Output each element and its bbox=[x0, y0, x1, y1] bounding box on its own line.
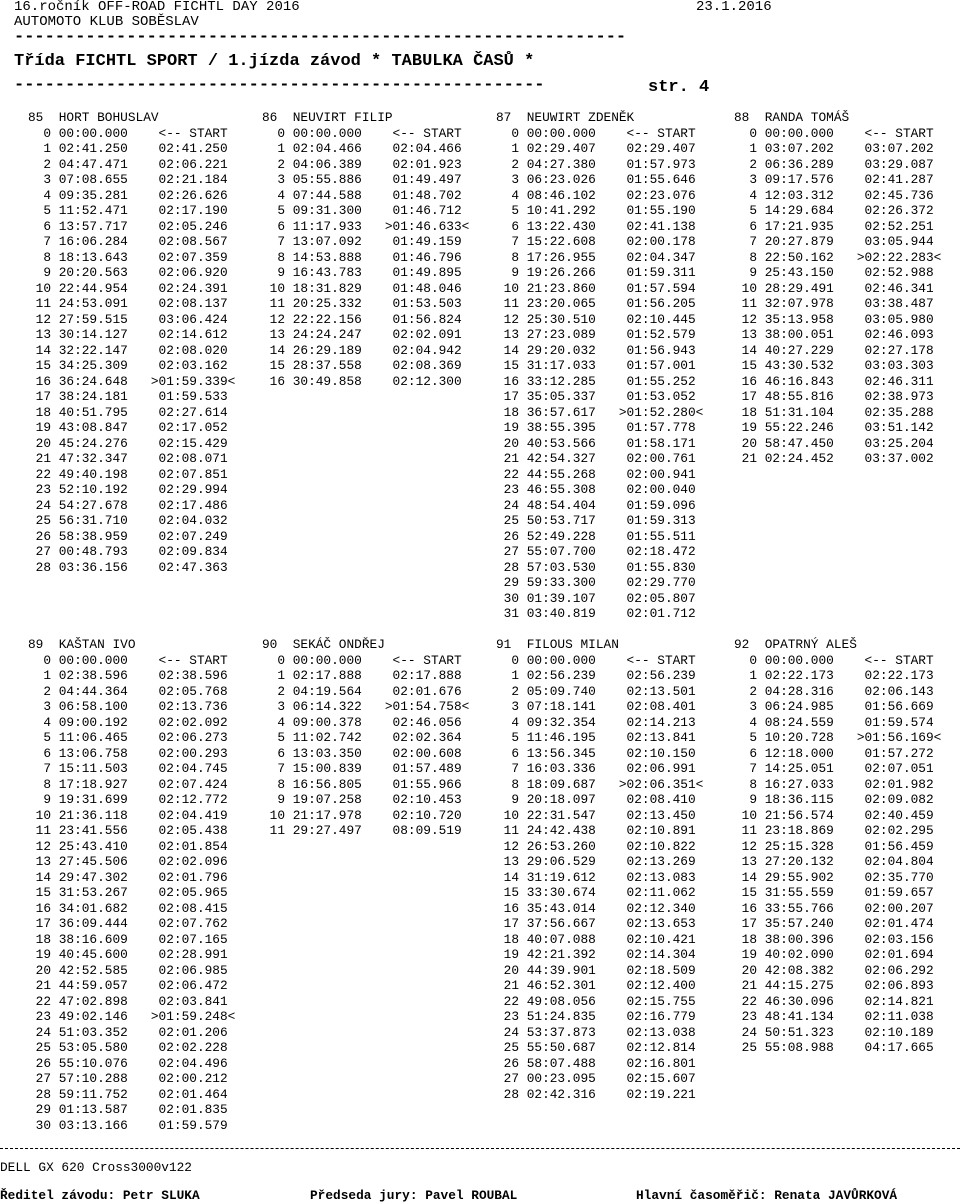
lap-row: 6 13:06.758 02:00.293 bbox=[28, 745, 228, 761]
lap-row: 23 48:41.134 02:11.038 bbox=[734, 1009, 934, 1024]
lap-row: 15 31:53.267 02:05.965 bbox=[28, 885, 228, 900]
lap-row: 27 57:10.288 02:00.212 bbox=[28, 1071, 228, 1086]
lap-row: 11 23:41.556 02:05.438 bbox=[28, 823, 228, 838]
lap-row: 5 11:52.471 02:17.190 bbox=[28, 203, 228, 218]
lap-row: 5 11:46.195 02:13.841 bbox=[496, 730, 696, 745]
lap-row: 6 13:56.345 02:10.150 bbox=[496, 745, 696, 761]
lap-row: 8 16:56.805 01:55.966 bbox=[262, 776, 462, 792]
lap-row: 29 01:13.587 02:01.835 bbox=[28, 1102, 228, 1117]
lap-row: 2 04:44.364 02:05.768 bbox=[28, 683, 228, 699]
lap-row: 29 59:33.300 02:29.770 bbox=[496, 575, 696, 590]
event-date: 23.1.2016 bbox=[696, 0, 772, 15]
lap-row: 14 31:19.612 02:13.083 bbox=[496, 869, 696, 885]
lap-row: 31 03:40.819 02:01.712 bbox=[496, 606, 696, 621]
lap-row: 16 33:55.766 02:00.207 bbox=[734, 900, 934, 916]
lap-row: 19 40:45.600 02:28.991 bbox=[28, 947, 228, 962]
lap-row: 21 44:59.057 02:06.472 bbox=[28, 978, 228, 993]
lap-row: 12 35:13.958 03:05.980 bbox=[734, 311, 934, 327]
lap-row: 7 15:00.839 01:57.489 bbox=[262, 761, 462, 776]
lap-row: 9 16:43.783 01:49.895 bbox=[262, 265, 462, 280]
lap-row: 15 43:30.532 03:03.303 bbox=[734, 358, 934, 373]
lap-row: 22 49:08.056 02:15.755 bbox=[496, 993, 696, 1009]
lap-row: 5 14:29.684 02:26.372 bbox=[734, 203, 934, 218]
lap-row: 15 33:30.674 02:11.062 bbox=[496, 885, 696, 900]
lap-row: 15 34:25.309 02:03.162 bbox=[28, 358, 228, 373]
rider-header: 85 HORT BOHUSLAV bbox=[28, 110, 159, 125]
lap-row: 28 59:11.752 02:01.464 bbox=[28, 1086, 228, 1102]
lap-row: 11 23:18.869 02:02.295 bbox=[734, 823, 934, 838]
lap-row: 9 18:36.115 02:09.082 bbox=[734, 792, 934, 807]
lap-row: 0 00:00.000 <-- START bbox=[496, 125, 696, 141]
lap-row: 2 04:27.380 01:57.973 bbox=[496, 156, 696, 172]
lap-row: 20 42:52.585 02:06.985 bbox=[28, 962, 228, 978]
lap-row: 5 09:31.300 01:46.712 bbox=[262, 203, 462, 218]
rider-header: 86 NEUVIRT FILIP bbox=[262, 110, 393, 125]
lap-row: 7 15:11.503 02:04.745 bbox=[28, 761, 228, 776]
lap-row: 11 24:53.091 02:08.137 bbox=[28, 296, 228, 311]
lap-row: 0 00:00.000 <-- START bbox=[28, 125, 228, 141]
rider-header: 88 RANDA TOMÁŠ bbox=[734, 110, 850, 125]
lap-row: 4 08:24.559 01:59.574 bbox=[734, 714, 934, 730]
lap-row: 14 29:20.032 01:56.943 bbox=[496, 342, 696, 358]
lap-row: 10 21:56.574 02:40.459 bbox=[734, 807, 934, 823]
lap-row: 4 09:00.192 02:02.092 bbox=[28, 714, 228, 730]
lap-row: 0 00:00.000 <-- START bbox=[734, 652, 934, 668]
lap-row: 16 36:24.648 >01:59.339< bbox=[28, 373, 236, 389]
lap-row: 6 13:22.430 02:41.138 bbox=[496, 218, 696, 234]
lap-row: 7 16:06.284 02:08.567 bbox=[28, 234, 228, 249]
lap-row: 7 15:22.608 02:00.178 bbox=[496, 234, 696, 249]
lap-row: 2 04:47.471 02:06.221 bbox=[28, 156, 228, 172]
lap-row: 12 27:59.515 03:06.424 bbox=[28, 311, 228, 327]
lap-row: 3 07:18.141 02:08.401 bbox=[496, 699, 696, 714]
lap-row: 17 38:24.181 01:59.533 bbox=[28, 389, 228, 404]
lap-row: 18 38:16.609 02:07.165 bbox=[28, 931, 228, 947]
lap-row: 14 26:29.189 02:04.942 bbox=[262, 342, 462, 358]
rider-block bbox=[496, 637, 703, 1102]
lap-row: 24 54:27.678 02:17.486 bbox=[28, 497, 228, 513]
lap-row: 28 03:36.156 02:47.363 bbox=[28, 559, 228, 575]
lap-row: 18 38:00.396 02:03.156 bbox=[734, 931, 934, 947]
rider-block bbox=[262, 637, 469, 839]
lap-row: 13 24:24.247 02:02.091 bbox=[262, 327, 462, 342]
lap-row: 25 55:50.687 02:12.814 bbox=[496, 1040, 696, 1055]
lap-row: 22 44:55.268 02:00.941 bbox=[496, 466, 696, 482]
lap-row: 4 12:03.312 02:45.736 bbox=[734, 187, 934, 203]
lap-row: 30 01:39.107 02:05.807 bbox=[496, 590, 696, 606]
page-title: Třída FICHTL SPORT / 1.jízda závod * TABULKA ČASŮ * bbox=[14, 52, 535, 71]
lap-row: 26 58:07.488 02:16.801 bbox=[496, 1055, 696, 1071]
lap-row: 10 21:36.118 02:04.419 bbox=[28, 807, 228, 823]
machine-label: DELL GX 620 Cross3000v122 bbox=[0, 1160, 192, 1175]
lap-row: 22 47:02.898 02:03.841 bbox=[28, 993, 228, 1009]
lap-row: 16 46:16.843 02:46.311 bbox=[734, 373, 934, 389]
lap-row: 22 49:40.198 02:07.851 bbox=[28, 466, 228, 482]
lap-row: 1 02:56.239 02:56.239 bbox=[496, 668, 696, 683]
lap-row: 5 11:02.742 02:02.364 bbox=[262, 730, 462, 745]
lap-row: 16 30:49.858 02:12.300 bbox=[262, 373, 462, 389]
lap-row: 14 29:47.302 02:01.796 bbox=[28, 869, 228, 885]
rider-block bbox=[734, 110, 941, 467]
lap-row: 13 30:14.127 02:14.612 bbox=[28, 327, 228, 342]
lap-row: 2 05:09.740 02:13.501 bbox=[496, 683, 696, 699]
footer-divider bbox=[0, 1148, 960, 1149]
rider-header: 87 NEUWIRT ZDENĚK bbox=[496, 110, 635, 125]
lap-row: 3 09:17.576 02:41.287 bbox=[734, 172, 934, 187]
lap-row: 16 33:12.285 01:55.252 bbox=[496, 373, 696, 389]
lap-row: 20 45:24.276 02:15.429 bbox=[28, 435, 228, 451]
lap-row: 14 40:27.229 02:27.178 bbox=[734, 342, 934, 358]
lap-row: 23 46:55.308 02:00.040 bbox=[496, 482, 696, 497]
lap-row: 18 36:57.617 >01:52.280< bbox=[496, 404, 704, 420]
lap-row: 7 20:27.879 03:05.944 bbox=[734, 234, 934, 249]
lap-row: 8 14:53.888 01:46.796 bbox=[262, 249, 462, 265]
rider-block bbox=[28, 637, 235, 1133]
lap-row: 18 51:31.104 02:35.288 bbox=[734, 404, 934, 420]
lap-row: 20 58:47.450 03:25.204 bbox=[734, 435, 934, 451]
lap-row: 17 37:56.667 02:13.653 bbox=[496, 916, 696, 931]
lap-row: 3 06:14.322 >01:54.758< bbox=[262, 699, 470, 714]
lap-row: 6 13:03.350 02:00.608 bbox=[262, 745, 462, 761]
lap-row: 11 20:25.332 01:53.503 bbox=[262, 296, 462, 311]
lap-row: 1 02:41.250 02:41.250 bbox=[28, 141, 228, 156]
event-title: 16.ročník OFF-ROAD FICHTL DAY 2016 bbox=[14, 0, 300, 15]
lap-row: 3 05:55.886 01:49.497 bbox=[262, 172, 462, 187]
lap-row: 10 22:44.954 02:24.391 bbox=[28, 280, 228, 296]
lap-row: 25 55:08.988 04:17.665 bbox=[734, 1040, 934, 1055]
lap-row: 8 17:18.927 02:07.424 bbox=[28, 776, 228, 792]
lap-row: 15 31:55.559 01:59.657 bbox=[734, 885, 934, 900]
lap-row: 3 06:58.100 02:13.736 bbox=[28, 699, 228, 714]
lap-row: 19 40:02.090 02:01.694 bbox=[734, 947, 934, 962]
lap-row: 8 17:26.955 02:04.347 bbox=[496, 249, 696, 265]
lap-row: 26 58:38.959 02:07.249 bbox=[28, 528, 228, 544]
lap-row: 9 20:20.563 02:06.920 bbox=[28, 265, 228, 280]
rider-block bbox=[262, 110, 469, 389]
lap-row: 1 02:29.407 02:29.407 bbox=[496, 141, 696, 156]
lap-row: 11 23:20.065 01:56.205 bbox=[496, 296, 696, 311]
rider-header: 92 OPATRNÝ ALEŠ bbox=[734, 637, 857, 652]
lap-row: 13 29:06.529 02:13.269 bbox=[496, 854, 696, 869]
lap-row: 20 42:08.382 02:06.292 bbox=[734, 962, 934, 978]
lap-row: 24 51:03.352 02:01.206 bbox=[28, 1024, 228, 1040]
lap-row: 24 50:51.323 02:10.189 bbox=[734, 1024, 934, 1040]
lap-row: 15 31:17.033 01:57.001 bbox=[496, 358, 696, 373]
club-name: AUTOMOTO KLUB SOBĚSLAV bbox=[14, 14, 199, 30]
lap-row: 2 04:06.389 02:01.923 bbox=[262, 156, 462, 172]
lap-row: 19 42:21.392 02:14.304 bbox=[496, 947, 696, 962]
lap-row: 24 53:37.873 02:13.038 bbox=[496, 1024, 696, 1040]
lap-row: 9 25:43.150 02:52.988 bbox=[734, 265, 934, 280]
lap-row: 16 34:01.682 02:08.415 bbox=[28, 900, 228, 916]
jury-chairman: Předseda jury: Pavel ROUBAL bbox=[310, 1188, 518, 1203]
lap-row: 0 00:00.000 <-- START bbox=[734, 125, 934, 141]
lap-row: 28 57:03.530 01:55.830 bbox=[496, 559, 696, 575]
lap-row: 8 16:27.033 02:01.982 bbox=[734, 776, 934, 792]
lap-row: 17 35:57.240 02:01.474 bbox=[734, 916, 934, 931]
rider-block bbox=[28, 110, 235, 575]
lap-row: 13 27:20.132 02:04.804 bbox=[734, 854, 934, 869]
lap-row: 5 11:06.465 02:06.273 bbox=[28, 730, 228, 745]
rider-block bbox=[734, 637, 941, 1056]
chief-timekeeper: Hlavní časoměřič: Renata JAVŮRKOVÁ bbox=[636, 1188, 898, 1203]
lap-row: 6 12:18.000 01:57.272 bbox=[734, 745, 934, 761]
divider-mid: ---------------------------------------------------- bbox=[14, 76, 545, 95]
lap-row: 18 40:07.088 02:10.421 bbox=[496, 931, 696, 947]
lap-row: 27 00:48.793 02:09.834 bbox=[28, 544, 228, 559]
lap-row: 17 35:05.337 01:53.052 bbox=[496, 389, 696, 404]
lap-row: 13 27:23.089 01:52.579 bbox=[496, 327, 696, 342]
lap-row: 4 09:35.281 02:26.626 bbox=[28, 187, 228, 203]
lap-row: 6 17:21.935 02:52.251 bbox=[734, 218, 934, 234]
lap-row: 24 48:54.404 01:59.096 bbox=[496, 497, 696, 513]
lap-row: 15 28:37.558 02:08.369 bbox=[262, 358, 462, 373]
rider-header: 89 KAŠTAN IVO bbox=[28, 637, 136, 652]
lap-row: 10 18:31.829 01:48.046 bbox=[262, 280, 462, 296]
lap-row: 30 03:13.166 01:59.579 bbox=[28, 1117, 228, 1133]
lap-row: 0 00:00.000 <-- START bbox=[496, 652, 696, 668]
lap-row: 5 10:41.292 01:55.190 bbox=[496, 203, 696, 218]
lap-row: 12 26:53.260 02:10.822 bbox=[496, 838, 696, 854]
lap-row: 12 22:22.156 01:56.824 bbox=[262, 311, 462, 327]
divider-top: ------------------------------------------------------------ bbox=[14, 28, 627, 47]
lap-row: 5 10:20.728 >01:56.169< bbox=[734, 730, 942, 745]
lap-row: 1 02:04.466 02:04.466 bbox=[262, 141, 462, 156]
lap-row: 0 00:00.000 <-- START bbox=[262, 652, 462, 668]
lap-row: 18 40:51.795 02:27.614 bbox=[28, 404, 228, 420]
lap-row: 27 00:23.095 02:15.607 bbox=[496, 1071, 696, 1086]
lap-row: 8 18:13.643 02:07.359 bbox=[28, 249, 228, 265]
lap-row: 3 06:24.985 01:56.669 bbox=[734, 699, 934, 714]
lap-row: 12 25:30.510 02:10.445 bbox=[496, 311, 696, 327]
lap-row: 25 50:53.717 01:59.313 bbox=[496, 513, 696, 528]
lap-row: 19 43:08.847 02:17.052 bbox=[28, 420, 228, 435]
lap-row: 9 20:18.097 02:08.410 bbox=[496, 792, 696, 807]
lap-row: 13 38:00.051 02:46.093 bbox=[734, 327, 934, 342]
lap-row: 11 32:07.978 03:38.487 bbox=[734, 296, 934, 311]
lap-row: 22 46:30.096 02:14.821 bbox=[734, 993, 934, 1009]
lap-row: 1 03:07.202 03:07.202 bbox=[734, 141, 934, 156]
lap-row: 12 25:43.410 02:01.854 bbox=[28, 838, 228, 854]
page-number: str. 4 bbox=[648, 78, 710, 97]
lap-row: 21 44:15.275 02:06.893 bbox=[734, 978, 934, 993]
lap-row: 7 13:07.092 01:49.159 bbox=[262, 234, 462, 249]
rider-header: 90 SEKÁČ ONDŘEJ bbox=[262, 637, 385, 652]
lap-row: 20 40:53.566 01:58.171 bbox=[496, 435, 696, 451]
lap-row: 8 22:50.162 >02:22.283< bbox=[734, 249, 942, 265]
lap-row: 12 25:15.328 01:56.459 bbox=[734, 838, 934, 854]
lap-row: 6 11:17.933 >01:46.633< bbox=[262, 218, 470, 234]
lap-row: 10 21:17.978 02:10.720 bbox=[262, 807, 462, 823]
race-director: Ředitel závodu: Petr SLUKA bbox=[0, 1188, 200, 1203]
lap-row: 4 09:00.378 02:46.056 bbox=[262, 714, 462, 730]
lap-row: 23 51:24.835 02:16.779 bbox=[496, 1009, 696, 1024]
lap-row: 9 19:07.258 02:10.453 bbox=[262, 792, 462, 807]
lap-row: 1 02:38.596 02:38.596 bbox=[28, 668, 228, 683]
lap-row: 14 29:55.902 02:35.770 bbox=[734, 869, 934, 885]
lap-row: 4 07:44.588 01:48.702 bbox=[262, 187, 462, 203]
lap-row: 1 02:22.173 02:22.173 bbox=[734, 668, 934, 683]
lap-row: 26 55:10.076 02:04.496 bbox=[28, 1055, 228, 1071]
lap-row: 4 09:32.354 02:14.213 bbox=[496, 714, 696, 730]
lap-row: 10 28:29.491 02:46.341 bbox=[734, 280, 934, 296]
lap-row: 2 06:36.289 03:29.087 bbox=[734, 156, 934, 172]
lap-row: 9 19:31.699 02:12.772 bbox=[28, 792, 228, 807]
lap-row: 14 32:22.147 02:08.020 bbox=[28, 342, 228, 358]
lap-row: 21 46:52.301 02:12.400 bbox=[496, 978, 696, 993]
lap-row: 11 29:27.497 08:09.519 bbox=[262, 823, 462, 838]
lap-row: 10 22:31.547 02:13.450 bbox=[496, 807, 696, 823]
lap-row: 17 36:09.444 02:07.762 bbox=[28, 916, 228, 931]
lap-row: 6 13:57.717 02:05.246 bbox=[28, 218, 228, 234]
rider-header: 91 FILOUS MILAN bbox=[496, 637, 619, 652]
lap-row: 16 35:43.014 02:12.340 bbox=[496, 900, 696, 916]
lap-row: 28 02:42.316 02:19.221 bbox=[496, 1086, 696, 1102]
lap-row: 2 04:28.316 02:06.143 bbox=[734, 683, 934, 699]
lap-row: 1 02:17.888 02:17.888 bbox=[262, 668, 462, 683]
lap-row: 3 07:08.655 02:21.184 bbox=[28, 172, 228, 187]
lap-row: 21 02:24.452 03:37.002 bbox=[734, 451, 934, 466]
rider-block bbox=[496, 110, 703, 622]
lap-row: 21 42:54.327 02:00.761 bbox=[496, 451, 696, 466]
lap-row: 0 00:00.000 <-- START bbox=[28, 652, 228, 668]
lap-row: 11 24:42.438 02:10.891 bbox=[496, 823, 696, 838]
lap-row: 23 49:02.146 >01:59.248< bbox=[28, 1009, 236, 1024]
lap-row: 4 08:46.102 02:23.076 bbox=[496, 187, 696, 203]
lap-row: 13 27:45.506 02:02.096 bbox=[28, 854, 228, 869]
lap-row: 21 47:32.347 02:08.071 bbox=[28, 451, 228, 466]
lap-row: 23 52:10.192 02:29.994 bbox=[28, 482, 228, 497]
lap-row: 9 19:26.266 01:59.311 bbox=[496, 265, 696, 280]
lap-row: 25 53:05.580 02:02.228 bbox=[28, 1040, 228, 1055]
lap-row: 27 55:07.700 02:18.472 bbox=[496, 544, 696, 559]
lap-row: 20 44:39.901 02:18.509 bbox=[496, 962, 696, 978]
lap-row: 25 56:31.710 02:04.032 bbox=[28, 513, 228, 528]
lap-row: 17 48:55.816 02:38.973 bbox=[734, 389, 934, 404]
lap-row: 19 38:55.395 01:57.778 bbox=[496, 420, 696, 435]
lap-row: 26 52:49.228 01:55.511 bbox=[496, 528, 696, 544]
lap-row: 3 06:23.026 01:55.646 bbox=[496, 172, 696, 187]
lap-row: 7 16:03.336 02:06.991 bbox=[496, 761, 696, 776]
lap-row: 0 00:00.000 <-- START bbox=[262, 125, 462, 141]
lap-row: 8 18:09.687 >02:06.351< bbox=[496, 776, 704, 792]
lap-row: 10 21:23.860 01:57.594 bbox=[496, 280, 696, 296]
lap-row: 19 55:22.246 03:51.142 bbox=[734, 420, 934, 435]
lap-row: 7 14:25.051 02:07.051 bbox=[734, 761, 934, 776]
lap-row: 2 04:19.564 02:01.676 bbox=[262, 683, 462, 699]
